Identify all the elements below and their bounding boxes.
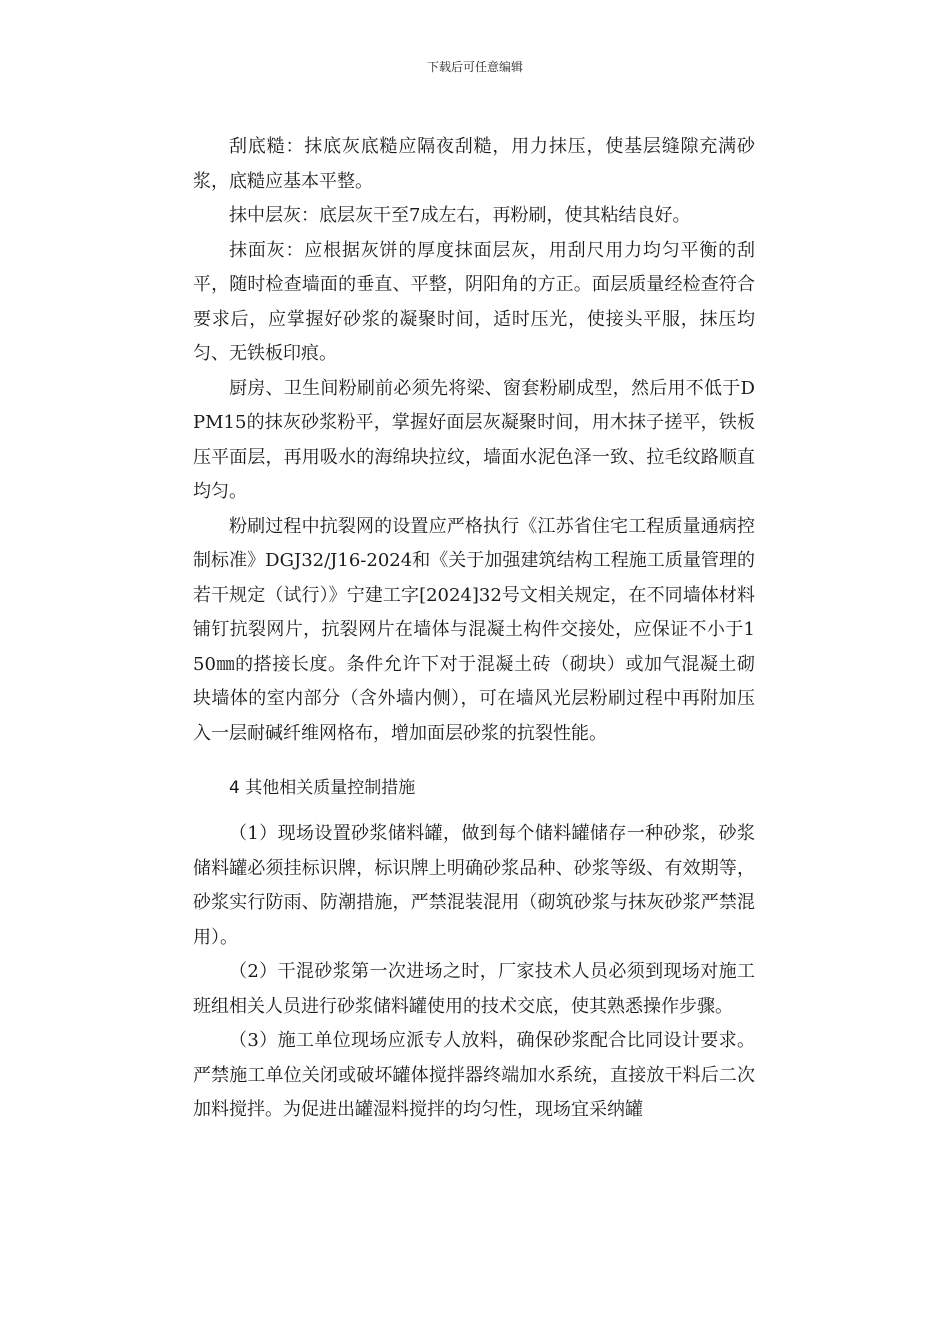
paragraph-scraping-base-coat: 刮底糙：抹底灰底糙应隔夜刮糙，用力抹压，使基层缝隙充满砂浆，底糙应基本平整。 (193, 136, 755, 192)
paragraph-crack-resistant-mesh: 粉刷过程中抗裂网的设置应严格执行《江苏省住宅工程质量通病控制标准》DGJ32/J16-2024和《关于加强建筑结构工程施工质量管理的若干规定（试行）》宁建工字[2024]32号文相关规定，在不同墙体材料铺钉抗裂网片，抗裂网片在墙体与混凝土构件交接处，应保证不小于150㎜的搭接长度。条件允许下对于混凝土砖（砌块）或加气混凝土砌块墙体的室内部分（含外墙内侧），可在墙风光层粉刷过程中再附加压入一层耐碱纤维网格布，增加面层砂浆的抗裂性能。 (193, 515, 755, 744)
section-heading: 4 其他相关质量控制措施 (229, 778, 416, 798)
document-body (193, 130, 755, 1128)
paragraph-middle-coat: 抹中层灰：底层灰干至7成左右，再粉刷，使其粘结良好。 (229, 205, 691, 226)
paragraph-kitchen-bathroom: 厨房、卫生间粉刷前必须先将梁、窗套粉刷成型，然后用不低于DPM15的抹灰砂浆粉平，掌握好面层灰凝聚时间，用木抹子搓平，铁板压平面层，再用吸水的海绵块拉纹，墙面水泥色泽一致、拉毛纹路顺直均匀。 (193, 377, 755, 502)
paragraph-item-1: （1）现场设置砂浆储料罐，做到每个储料罐储存一种砂浆，砂浆储料罐必须挂标识牌，标识牌上明确砂浆品种、砂浆等级、有效期等，砂浆实行防雨、防潮措施，严禁混装混用（砌筑砂浆与抹灰砂浆严禁混用）。 (193, 823, 755, 948)
paragraph-item-2: （2）干混砂浆第一次进场之时，厂家技术人员必须到现场对施工班组相关人员进行砂浆储料罐使用的技术交底，使其熟悉操作步骤。 (193, 961, 755, 1017)
paragraph-item-3: （3）施工单位现场应派专人放料，确保砂浆配合比同设计要求。严禁施工单位关闭或破坏罐体搅拌器终端加水系统，直接放干料后二次加料搅拌。为促进出罐湿料搅拌的均匀性，现场宜采纳罐 (193, 1030, 755, 1120)
paragraph-finish-coat: 抹面灰：应根据灰饼的厚度抹面层灰，用刮尺用力均匀平衡的刮平，随时检查墙面的垂直、平整，阴阳角的方正。面层质量经检查符合要求后，应掌握好砂浆的凝聚时间，适时压光，使接头平服，抹压均匀、无铁板印痕。 (193, 239, 755, 364)
page-header-note: 下载后可任意编辑 (426, 60, 523, 74)
